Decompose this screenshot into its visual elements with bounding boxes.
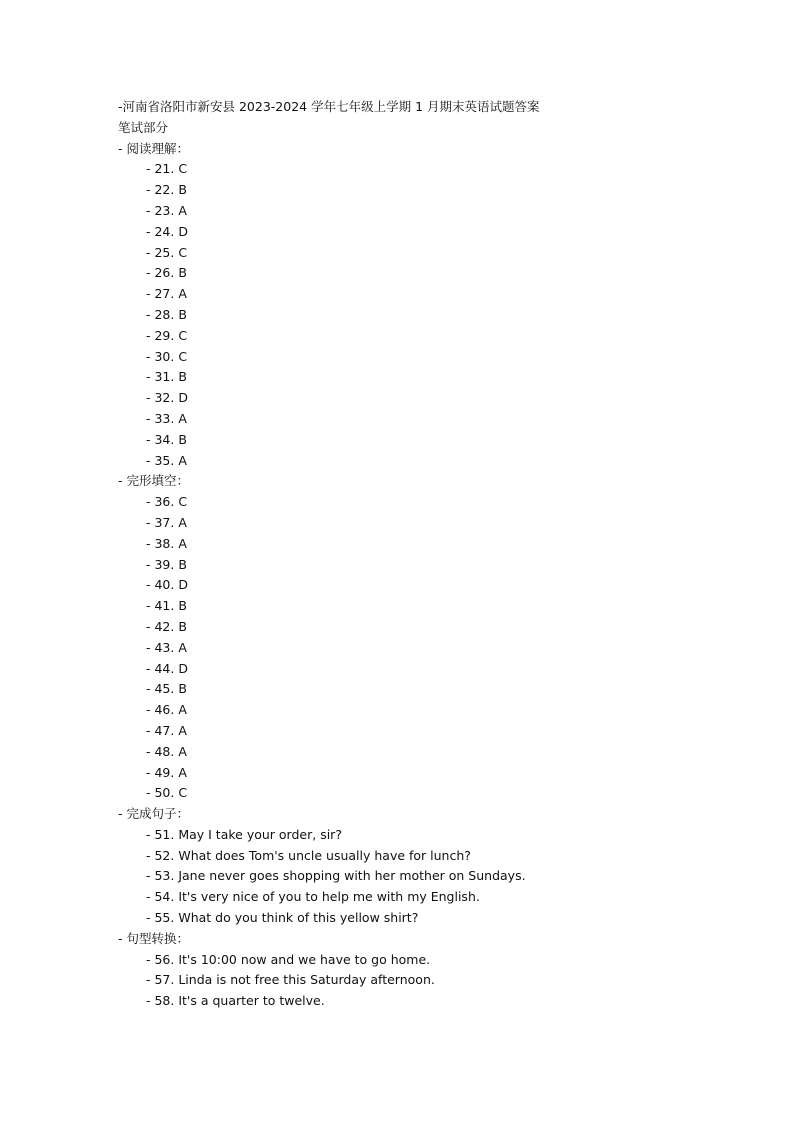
answer-item: - 57. Linda is not free this Saturday afternoon.	[146, 972, 435, 988]
section-subtitle: 笔试部分	[118, 119, 169, 135]
answer-item: - 52. What does Tom's uncle usually have for lunch?	[146, 847, 471, 863]
section-sentence-transform	[118, 929, 758, 1012]
answer-item: - 38. A	[146, 535, 187, 551]
answer-item: - 44. D	[146, 660, 188, 676]
answer-item: - 29. C	[146, 327, 188, 343]
answer-item: - 35. A	[146, 452, 187, 468]
answer-item: - 54. It's very nice of you to help me with my English.	[146, 889, 480, 905]
answer-item: - 39. B	[146, 556, 187, 572]
answer-item: - 30. C	[146, 348, 188, 364]
section-label: - 完形填空：	[118, 473, 189, 489]
answer-item: - 45. B	[146, 681, 187, 697]
answer-item: - 36. C	[146, 494, 188, 510]
section-complete-sentences	[118, 804, 758, 929]
section-reading	[118, 139, 758, 472]
answer-item: - 48. A	[146, 743, 187, 759]
answer-item: - 26. B	[146, 265, 187, 281]
section-cloze	[118, 471, 758, 804]
answer-item: - 55. What do you think of this yellow shirt?	[146, 910, 419, 926]
section-label: - 完成句子：	[118, 806, 189, 822]
answer-item: - 34. B	[146, 431, 187, 447]
answer-item: - 43. A	[146, 639, 187, 655]
answer-item: - 25. C	[146, 244, 188, 260]
answer-item: - 51. May I take your order, sir?	[146, 826, 342, 842]
answer-item: - 31. B	[146, 369, 187, 385]
answer-item: - 22. B	[146, 182, 187, 198]
answer-document	[118, 97, 758, 1012]
answer-item: - 33. A	[146, 410, 187, 426]
document-title: -河南省洛阳市新安县 2023-2024 学年七年级上学期 1 月期末英语试题答案	[118, 99, 540, 114]
answer-item: - 28. B	[146, 306, 187, 322]
answer-item: - 24. D	[146, 223, 188, 239]
answer-item: - 56. It's 10:00 now and we have to go home.	[146, 951, 431, 967]
answer-item: - 53. Jane never goes shopping with her mother on Sundays.	[146, 868, 526, 884]
answer-item: - 47. A	[146, 722, 187, 738]
answer-item: - 40. D	[146, 577, 188, 593]
answer-item: - 42. B	[146, 618, 187, 634]
answer-item: - 41. B	[146, 598, 187, 614]
section-label: - 阅读理解：	[118, 140, 189, 156]
answer-item: - 50. C	[146, 785, 188, 801]
answer-item: - 58. It's a quarter to twelve.	[146, 993, 325, 1009]
answer-item: - 46. A	[146, 702, 187, 718]
answer-item: - 37. A	[146, 514, 187, 530]
answer-item: - 49. A	[146, 764, 187, 780]
section-label: - 句型转换：	[118, 930, 189, 946]
answer-item: - 21. C	[146, 161, 188, 177]
answer-item: - 32. D	[146, 390, 188, 406]
answer-item: - 27. A	[146, 286, 187, 302]
answer-item: - 23. A	[146, 202, 187, 218]
